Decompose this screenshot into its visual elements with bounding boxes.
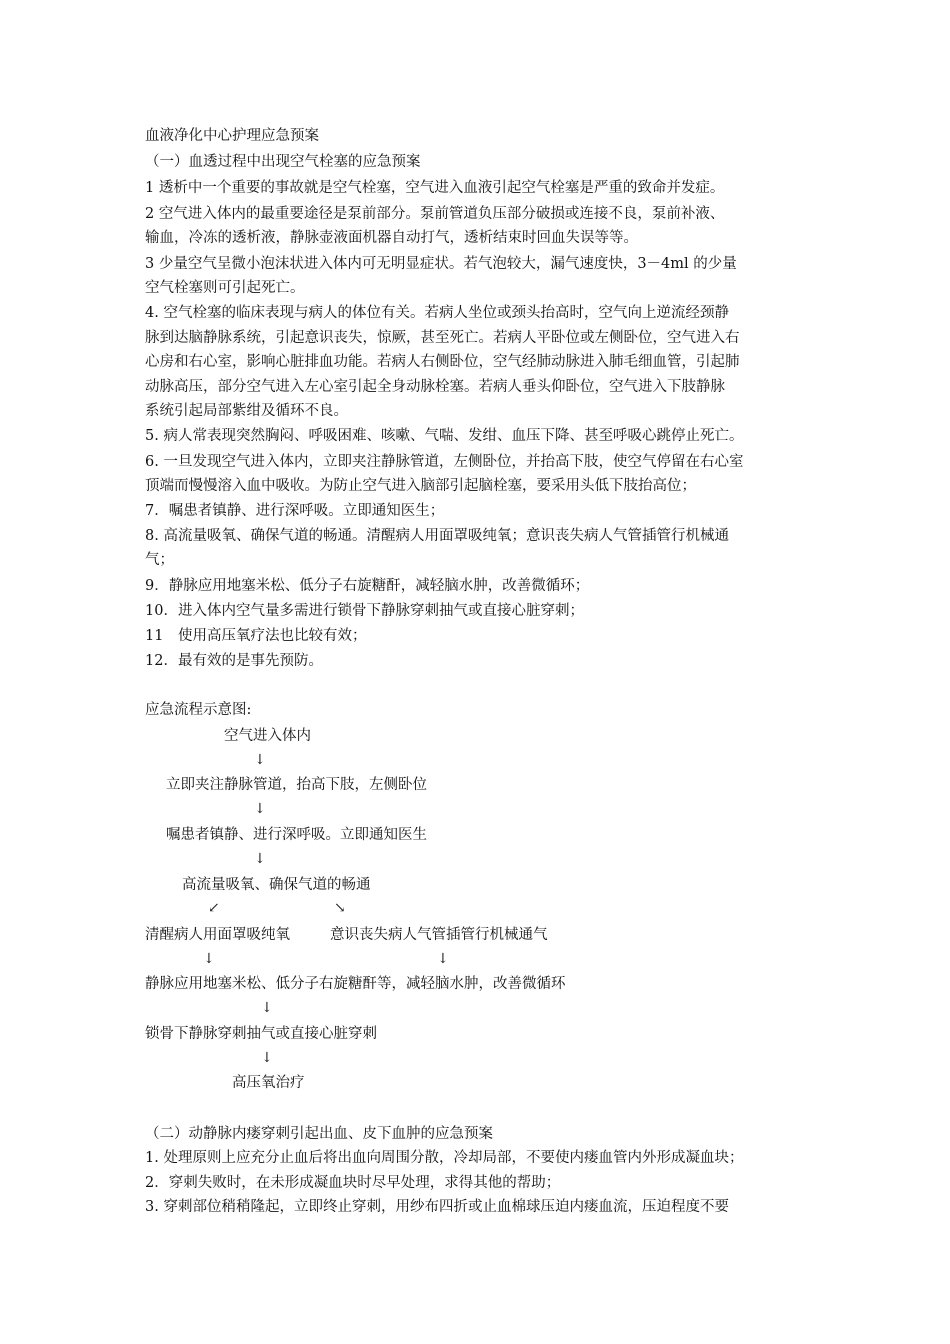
paragraph-line: 6. 一旦发现空气进入体内，立即夹注静脉管道，左侧卧位，并抬高下肢，使空气停留在右心室 (145, 454, 744, 470)
paragraph-line: 10．进入体内空气量多需进行锁骨下静脉穿刺抽气或直接心脏穿刺； (145, 603, 584, 619)
flow-step-air-enters: 空气进入体内 (224, 728, 311, 744)
paragraph-line: 4. 空气栓塞的临床表现与病人的体位有关。若病人坐位或颈头抬高时，空气向上逆流经颈静 (145, 305, 729, 321)
paragraph-line: 7．嘱患者镇静、进行深呼吸。立即通知医生； (145, 503, 445, 519)
arrow-down-icon: ↓ (261, 1000, 273, 1016)
paragraph-line: 1 透析中一个重要的事故就是空气栓塞，空气进入血液引起空气栓塞是严重的致命并发症。 (145, 180, 725, 196)
paragraph-line: 气； (145, 552, 174, 568)
arrow-down-right-icon: ↘ (334, 900, 346, 916)
paragraph-line: 脉到达脑静脉系统，引起意识丧失，惊厥，甚至死亡。若病人平卧位或左侧卧位，空气进入右 (145, 330, 740, 346)
arrow-down-icon: ↓ (437, 951, 449, 967)
paragraph-line: 2．穿刺失败时，在未形成凝血块时尽早处理，求得其他的帮助； (145, 1175, 561, 1191)
paragraph-line: 系统引起局部紫绀及循环不良。 (145, 403, 348, 419)
paragraph-line: 3 少量空气呈微小泡沫状进入体内可无明显症状。若气泡较大，漏气速度快，3－4ml 的少量 (145, 256, 737, 272)
paragraph-line: 顶端而慢慢溶入血中吸收。为防止空气进入脑部引起脑栓塞，要采用头低下肢抬高位； (145, 478, 696, 494)
document-title: 血液净化中心护理应急预案 (145, 128, 319, 144)
flow-step-unconscious: 意识丧失病人气管插管行机械通气 (330, 927, 548, 943)
paragraph-line: 9．静脉应用地塞米松、低分子右旋糖酐，减轻脑水肿，改善微循环； (145, 578, 590, 594)
paragraph-line: 12．最有效的是事先预防。 (145, 653, 323, 669)
flow-step-puncture: 锁骨下静脉穿刺抽气或直接心脏穿刺 (145, 1026, 377, 1042)
paragraph-line: 3. 穿刺部位稍稍隆起，立即终止穿刺，用纱布四折或止血棉球压迫内瘘血流，压迫程度不要 (145, 1199, 729, 1215)
flow-step-calm-patient: 嘱患者镇静、进行深呼吸。立即通知医生 (166, 827, 427, 843)
paragraph-line: 动脉高压，部分空气进入左心室引起全身动脉栓塞。若病人垂头仰卧位，空气进入下肢静脉 (145, 379, 725, 395)
arrow-down-icon: ↓ (203, 951, 215, 967)
paragraph-line: 11 使用高压氧疗法也比较有效； (145, 628, 367, 644)
paragraph-line: 心房和右心室，影响心脏排血功能。若病人右侧卧位，空气经肺动脉进入肺毛细血管，引起肺 (145, 354, 740, 370)
flow-step-hyperbaric: 高压氧治疗 (232, 1075, 305, 1091)
section-heading: （一）血透过程中出现空气栓塞的应急预案 (145, 154, 421, 170)
arrow-down-icon: ↓ (254, 851, 266, 867)
flow-step-clamp-line: 立即夹注静脉管道，抬高下肢，左侧卧位 (166, 777, 427, 793)
arrow-down-icon: ↓ (254, 752, 266, 768)
flow-step-oxygen: 高流量吸氧、确保气道的畅通 (182, 877, 371, 893)
section-heading: （二）动静脉内瘘穿刺引起出血、皮下血肿的应急预案 (145, 1126, 493, 1142)
arrow-down-left-icon: ↙ (208, 900, 220, 916)
arrow-down-icon: ↓ (261, 1050, 273, 1066)
paragraph-line: 5. 病人常表现突然胸闷、呼吸困难、咳嗽、气喘、发绀、血压下降、甚至呼吸心跳停止死亡。 (145, 428, 744, 444)
flow-heading: 应急流程示意图: (145, 702, 252, 718)
paragraph-line: 空气栓塞则可引起死亡。 (145, 280, 305, 296)
paragraph-line: 8. 高流量吸氧、确保气道的畅通。清醒病人用面罩吸纯氧；意识丧失病人气管插管行机械通 (145, 528, 729, 544)
paragraph-line: 1. 处理原则上应充分止血后将出血向周围分散，冷却局部，不要使内瘘血管内外形成凝血块； (145, 1150, 744, 1166)
paragraph-line: 输血，冷冻的透析液，静脉壶液面机器自动打气，透析结束时回血失误等等。 (145, 230, 638, 246)
paragraph-line: 2 空气进入体内的最重要途径是泵前部分。泵前管道负压部分破损或连接不良，泵前补液、 (145, 206, 725, 222)
flow-step-conscious: 清醒病人用面罩吸纯氧 (145, 927, 290, 943)
flow-step-medication: 静脉应用地塞米松、低分子右旋糖酐等，减轻脑水肿，改善微循环 (145, 976, 566, 992)
arrow-down-icon: ↓ (254, 801, 266, 817)
